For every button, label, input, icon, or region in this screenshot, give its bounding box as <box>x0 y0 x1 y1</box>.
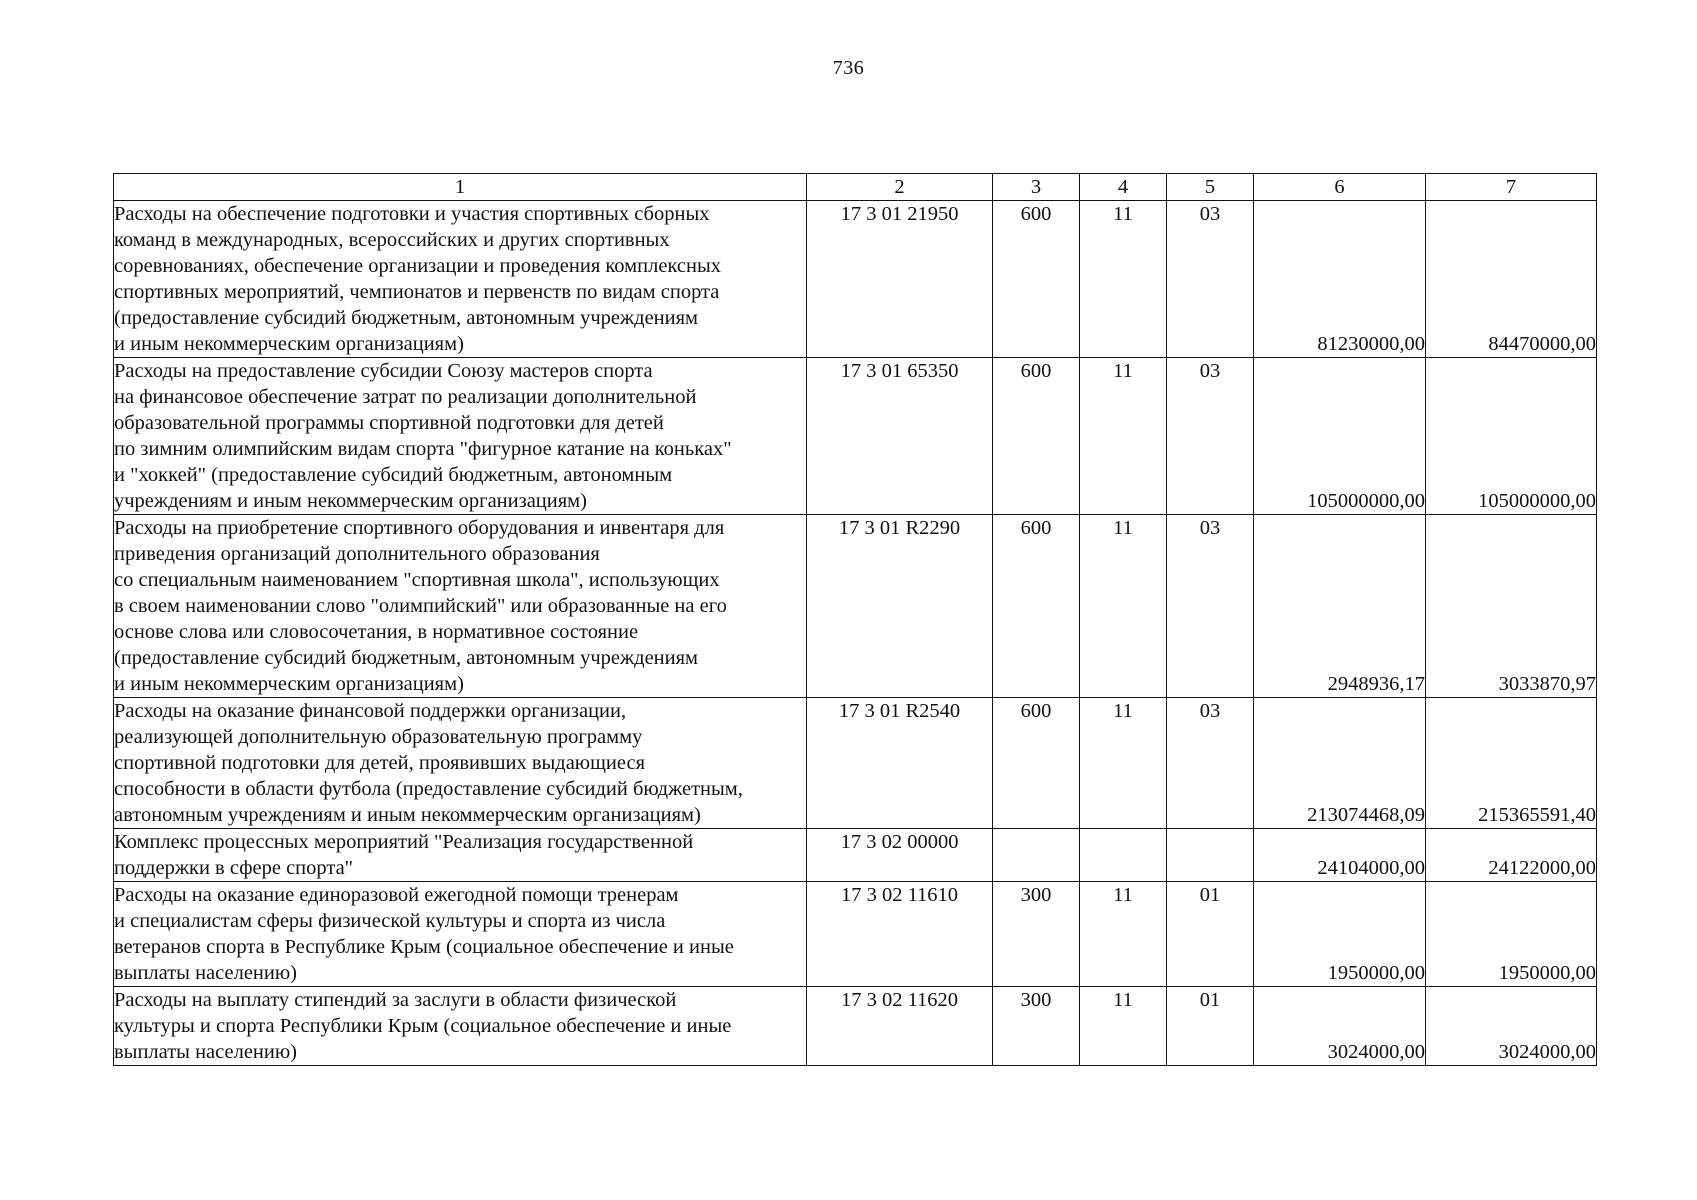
amount-col6-cell: 213074468,09 <box>1254 698 1426 829</box>
expense-type-cell: 600 <box>993 698 1080 829</box>
column-number: 3 <box>993 174 1080 201</box>
subsection-cell: 03 <box>1167 358 1254 515</box>
expense-type-cell <box>993 829 1080 882</box>
page-number: 736 <box>832 57 865 79</box>
amount-col6-cell: 3024000,00 <box>1254 987 1426 1066</box>
table-row <box>114 987 1597 1066</box>
amount-col7-cell: 84470000,00 <box>1426 201 1597 358</box>
amount-col7-cell: 1950000,00 <box>1426 882 1597 987</box>
target-article-code-cell: 17 3 01 21950 <box>807 201 993 358</box>
section-cell: 11 <box>1080 882 1167 987</box>
expense-name-cell: Расходы на оказание финансовой поддержки организации, реализующей дополнительную образовательную программу спортивной подготовки для детей, проявивших выдающиеся способности в области футбола (предоставление субсидий бюджетным, автономным учреждениям и иным некоммерческим организациям) <box>114 698 807 829</box>
expense-name-cell: Комплекс процессных мероприятий "Реализация государственной поддержки в сфере спорта" <box>114 829 807 882</box>
subsection-cell: 03 <box>1167 201 1254 358</box>
column-number: 1 <box>114 174 807 201</box>
expense-name-cell: Расходы на выплату стипендий за заслуги в области физической культуры и спорта Республики Крым (социальное обеспечение и иные выплаты населению) <box>114 987 807 1066</box>
expense-name-cell: Расходы на обеспечение подготовки и участия спортивных сборных команд в международных, всероссийских и других спортивных соревнованиях, обеспечение организации и проведения комплексных спортивных мероприятий, чемпионатов и первенств по видам спорта (предоставление субсидий бюджетным, автономным учреждениям и иным некоммерческим организациям) <box>114 201 807 358</box>
amount-col7-cell: 3024000,00 <box>1426 987 1597 1066</box>
column-number: 5 <box>1167 174 1254 201</box>
target-article-code-cell: 17 3 02 11620 <box>807 987 993 1066</box>
table-row <box>114 201 1597 358</box>
table-row <box>114 358 1597 515</box>
expense-type-cell: 600 <box>993 515 1080 698</box>
table-row <box>114 882 1597 987</box>
expense-name-cell: Расходы на предоставление субсидии Союзу мастеров спорта на финансовое обеспечение затрат по реализации дополнительной образовательной программы спортивной подготовки для детей по зимним олимпийским видам спорта "фигурное катание на коньках" и "хоккей" (предоставление субсидий бюджетным, автономным учреждениям и иным некоммерческим организациям) <box>114 358 807 515</box>
section-cell: 11 <box>1080 201 1167 358</box>
column-number: 4 <box>1080 174 1167 201</box>
column-number: 2 <box>807 174 993 201</box>
amount-col6-cell: 81230000,00 <box>1254 201 1426 358</box>
amount-col7-cell: 3033870,97 <box>1426 515 1597 698</box>
section-cell: 11 <box>1080 987 1167 1066</box>
target-article-code-cell: 17 3 01 R2290 <box>807 515 993 698</box>
expense-type-cell: 600 <box>993 358 1080 515</box>
subsection-cell: 03 <box>1167 515 1254 698</box>
column-number: 7 <box>1426 174 1597 201</box>
column-number-header-row <box>114 174 1597 201</box>
column-number: 6 <box>1254 174 1426 201</box>
subsection-cell: 03 <box>1167 698 1254 829</box>
subsection-cell: 01 <box>1167 987 1254 1066</box>
table-row <box>114 515 1597 698</box>
expense-type-cell: 300 <box>993 882 1080 987</box>
amount-col6-cell: 1950000,00 <box>1254 882 1426 987</box>
subsection-cell: 01 <box>1167 882 1254 987</box>
section-cell: 11 <box>1080 515 1167 698</box>
amount-col6-cell: 24104000,00 <box>1254 829 1426 882</box>
subsection-cell <box>1167 829 1254 882</box>
target-article-code-cell: 17 3 02 00000 <box>807 829 993 882</box>
expense-type-cell: 600 <box>993 201 1080 358</box>
section-cell: 11 <box>1080 698 1167 829</box>
target-article-code-cell: 17 3 01 R2540 <box>807 698 993 829</box>
budget-table <box>113 173 1597 1066</box>
expense-name-cell: Расходы на оказание единоразовой ежегодной помощи тренерам и специалистам сферы физической культуры и спорта из числа ветеранов спорта в Республике Крым (социальное обеспечение и иные выплаты населению) <box>114 882 807 987</box>
section-cell: 11 <box>1080 358 1167 515</box>
amount-col6-cell: 105000000,00 <box>1254 358 1426 515</box>
table-row <box>114 698 1597 829</box>
expense-name-cell: Расходы на приобретение спортивного оборудования и инвентаря для приведения организаций дополнительного образования со специальным наименованием "спортивная школа", использующих в своем наименовании слово "олимпийский" или образованные на его основе слова или словосочетания, в нормативное состояние (предоставление субсидий бюджетным, автономным учреждениям и иным некоммерческим организациям) <box>114 515 807 698</box>
amount-col6-cell: 2948936,17 <box>1254 515 1426 698</box>
amount-col7-cell: 215365591,40 <box>1426 698 1597 829</box>
table-row <box>114 829 1597 882</box>
expense-type-cell: 300 <box>993 987 1080 1066</box>
target-article-code-cell: 17 3 01 65350 <box>807 358 993 515</box>
section-cell <box>1080 829 1167 882</box>
amount-col7-cell: 105000000,00 <box>1426 358 1597 515</box>
target-article-code-cell: 17 3 02 11610 <box>807 882 993 987</box>
amount-col7-cell: 24122000,00 <box>1426 829 1597 882</box>
